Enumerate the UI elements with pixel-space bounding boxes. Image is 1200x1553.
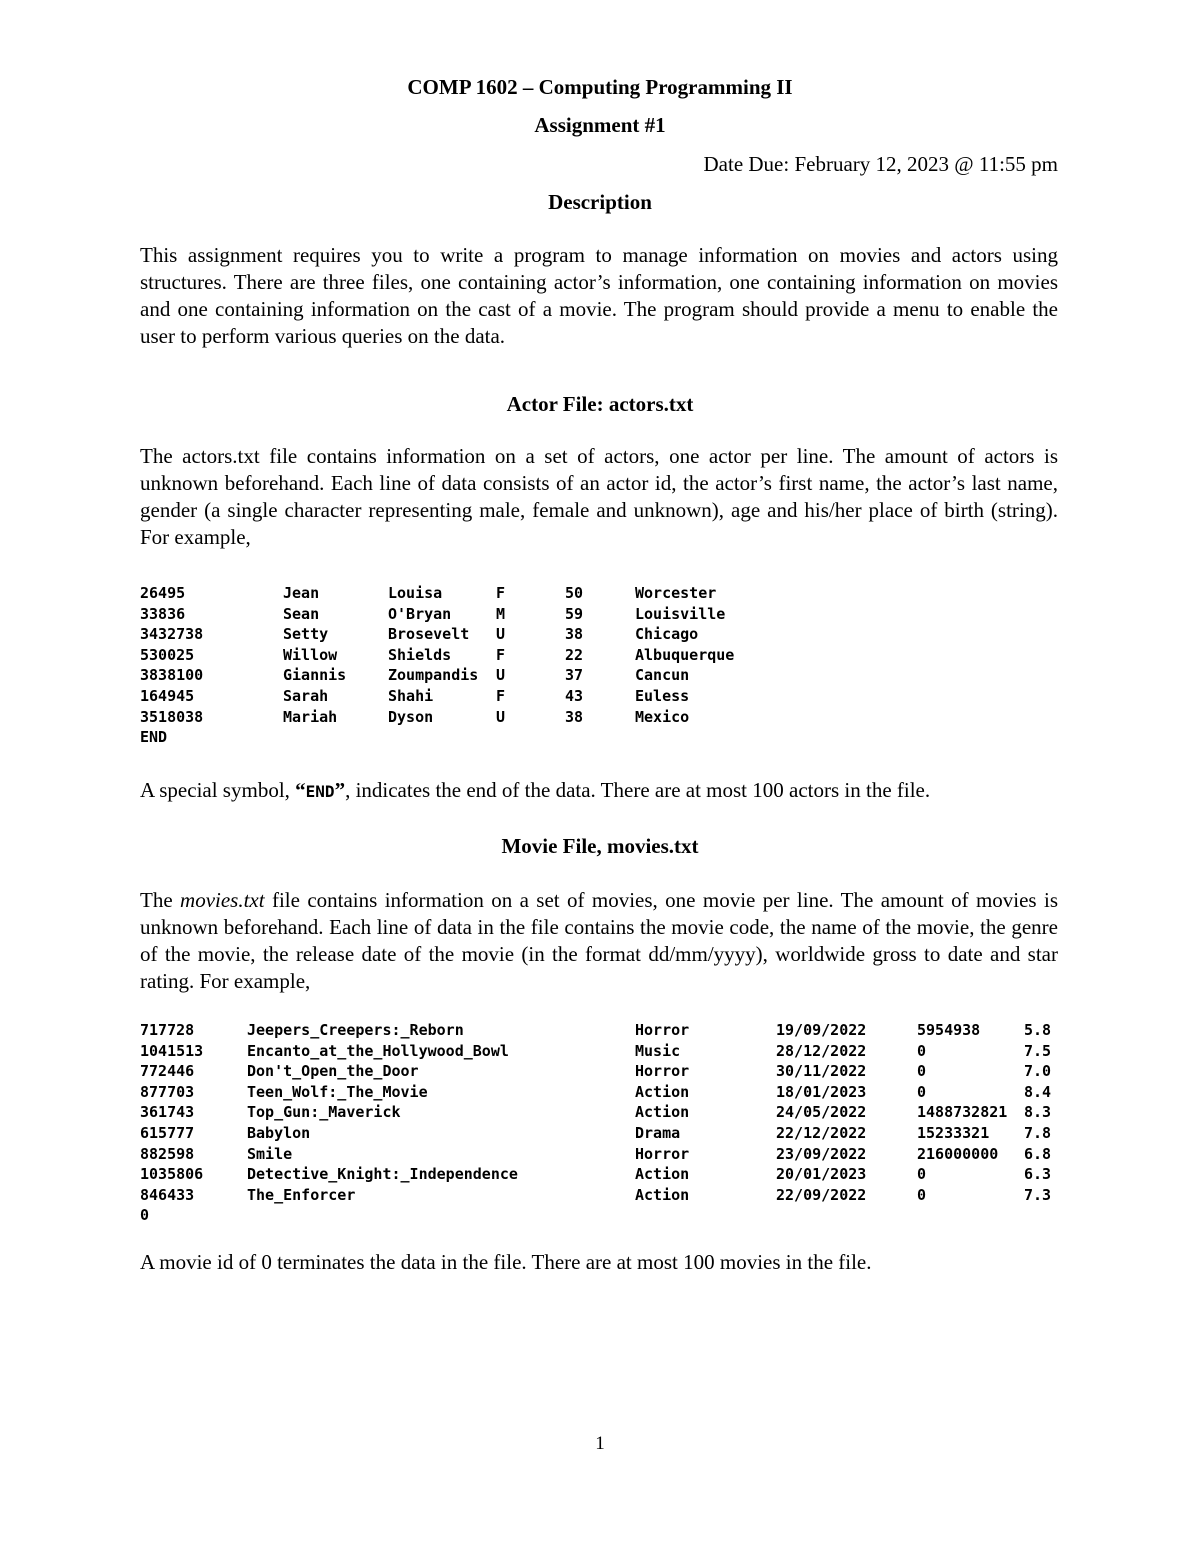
movie-release-date: 20/01/2023 bbox=[776, 1165, 867, 1184]
movie-code: 717728 bbox=[140, 1021, 195, 1039]
movie-release-date: 30/11/2022 bbox=[776, 1062, 867, 1081]
actor-first-name: Jean bbox=[283, 584, 320, 602]
actor-file-heading: Actor File: actors.txt bbox=[506, 392, 694, 416]
movie-genre: Action bbox=[635, 1165, 690, 1184]
actor-gender: M bbox=[496, 604, 506, 623]
movie-rating: 6.3 bbox=[1024, 1165, 1052, 1184]
movie-code: 1041513 bbox=[140, 1041, 204, 1060]
note-prefix: A special symbol, bbox=[140, 778, 296, 802]
movie-genre: Horror bbox=[635, 1062, 690, 1081]
movie-rating: 5.8 bbox=[1024, 1021, 1052, 1039]
actor-first-name: Mariah bbox=[283, 707, 338, 726]
actor-age: 50 bbox=[565, 584, 584, 602]
movie-name: Jeepers_Creepers:_Reborn bbox=[247, 1021, 464, 1039]
actor-age: 59 bbox=[565, 604, 584, 623]
movie-gross: 15233321 bbox=[917, 1123, 990, 1142]
actor-id: 26495 bbox=[140, 584, 186, 602]
actor-birthplace: Euless bbox=[635, 686, 690, 705]
actor-birthplace: Worcester bbox=[635, 584, 717, 602]
actor-first-name: Sean bbox=[283, 604, 320, 623]
note-suffix: , indicates the end of the data. There are at most 100 actors in the file. bbox=[345, 778, 931, 802]
note-open-quote: “ bbox=[295, 778, 306, 802]
movie-genre: Action bbox=[635, 1082, 690, 1101]
movie-rating: 8.4 bbox=[1024, 1082, 1052, 1101]
movie-gross: 0 bbox=[917, 1041, 927, 1060]
movie-file-intro bbox=[140, 887, 1058, 995]
movie-genre: Drama bbox=[635, 1123, 681, 1142]
actor-terminator: END bbox=[140, 728, 168, 747]
actor-gender: F bbox=[496, 584, 506, 602]
movie-gross: 216000000 bbox=[917, 1144, 999, 1163]
movie-genre: Action bbox=[635, 1185, 690, 1204]
movies-filename: movies.txt bbox=[180, 888, 265, 912]
course-title: COMP 1602 – Computing Programming II bbox=[407, 75, 793, 99]
movie-name: Babylon bbox=[247, 1123, 311, 1142]
actor-id: 3432738 bbox=[140, 625, 204, 644]
page-number: 1 bbox=[595, 1433, 605, 1454]
actor-age: 38 bbox=[565, 707, 584, 726]
movie-gross: 0 bbox=[917, 1062, 927, 1081]
description-heading: Description bbox=[548, 190, 652, 214]
actor-first-name: Giannis bbox=[283, 666, 347, 685]
actor-id: 164945 bbox=[140, 686, 195, 705]
intro-suffix: file contains information on a set of movies, one movie per line. The amount of movies is unknown beforehand. Each line of data in the file contains the movie code, the name of the movie, the genre of the movie, the release date of the movie (in the format dd/mm/yyyy), worldwide gross to date and star rating. For example, bbox=[140, 888, 1058, 993]
movie-gross: 5954938 bbox=[917, 1021, 981, 1039]
due-date: Date Due: February 12, 2023 @ 11:55 pm bbox=[703, 152, 1058, 176]
movie-code: 772446 bbox=[140, 1062, 195, 1081]
assignment-title: Assignment #1 bbox=[534, 113, 666, 137]
movie-terminator: 0 bbox=[140, 1206, 150, 1225]
movie-name: Teen_Wolf:_The_Movie bbox=[247, 1082, 428, 1101]
movie-genre: Horror bbox=[635, 1144, 690, 1163]
actor-age: 43 bbox=[565, 686, 584, 705]
end-symbol: END bbox=[305, 782, 335, 801]
actor-file-note bbox=[140, 777, 1058, 805]
movie-name: Don't_Open_the_Door bbox=[247, 1062, 419, 1081]
movie-code: 615777 bbox=[140, 1123, 195, 1142]
movie-release-date: 22/09/2022 bbox=[776, 1185, 867, 1204]
actor-first-name: Setty bbox=[283, 625, 329, 644]
movie-release-date: 19/09/2022 bbox=[776, 1021, 867, 1039]
actor-last-name: Louisa bbox=[388, 584, 443, 602]
actor-last-name: Shields bbox=[388, 645, 452, 664]
movie-name: Smile bbox=[247, 1144, 293, 1163]
actor-birthplace: Chicago bbox=[635, 625, 699, 644]
movie-release-date: 18/01/2023 bbox=[776, 1082, 867, 1101]
movie-gross: 0 bbox=[917, 1185, 927, 1204]
actor-age: 22 bbox=[565, 645, 584, 664]
movie-rating: 7.0 bbox=[1024, 1062, 1052, 1081]
actor-age: 38 bbox=[565, 625, 584, 644]
actor-birthplace: Louisville bbox=[635, 604, 726, 623]
movie-release-date: 28/12/2022 bbox=[776, 1041, 867, 1060]
actor-last-name: Dyson bbox=[388, 707, 434, 726]
movie-genre: Horror bbox=[635, 1021, 690, 1039]
actor-gender: U bbox=[496, 666, 506, 685]
actor-gender: U bbox=[496, 625, 506, 644]
movie-code: 882598 bbox=[140, 1144, 195, 1163]
movie-rating: 8.3 bbox=[1024, 1103, 1052, 1122]
actor-id: 33836 bbox=[140, 604, 186, 623]
movie-file-heading: Movie File, movies.txt bbox=[501, 834, 699, 858]
actor-file-intro: The actors.txt file contains information on a set of actors, one actor per line. The amount of actors is unknown beforehand. Each line of data consists of an actor id, the actor’s first name, the actor’s last name, gender (a single character representing male, female and unknown), age and his/her place of birth (string). For example, bbox=[140, 444, 1058, 549]
actor-birthplace: Albuquerque bbox=[635, 645, 735, 664]
movie-file-note: A movie id of 0 terminates the data in the file. There are at most 100 movies in the file. bbox=[140, 1250, 872, 1274]
note-close-quote: ” bbox=[334, 778, 346, 802]
actor-first-name: Willow bbox=[283, 645, 338, 664]
movie-code: 877703 bbox=[140, 1082, 195, 1101]
movie-rating: 7.5 bbox=[1024, 1041, 1052, 1060]
actor-last-name: O'Bryan bbox=[388, 604, 452, 623]
actor-gender: F bbox=[496, 645, 506, 664]
movie-genre: Music bbox=[635, 1041, 681, 1060]
actor-birthplace: Cancun bbox=[635, 666, 690, 685]
movie-name: Encanto_at_the_Hollywood_Bowl bbox=[247, 1041, 509, 1060]
description-paragraph: This assignment requires you to write a program to manage information on movies and actors using structures. There are three files, one containing actor’s information, one containing information on movies and one containing information on the cast of a movie. The program should provide a menu to enable the user to perform various queries on the data. bbox=[140, 243, 1058, 348]
movie-release-date: 23/09/2022 bbox=[776, 1144, 867, 1163]
actor-id: 3518038 bbox=[140, 707, 204, 726]
actor-age: 37 bbox=[565, 666, 584, 685]
movie-gross: 1488732821 bbox=[917, 1103, 1008, 1122]
actor-last-name: Shahi bbox=[388, 686, 434, 705]
actor-gender: F bbox=[496, 686, 506, 705]
actor-birthplace: Mexico bbox=[635, 707, 690, 726]
movie-release-date: 22/12/2022 bbox=[776, 1123, 867, 1142]
actor-gender: U bbox=[496, 707, 506, 726]
movie-name: Top_Gun:_Maverick bbox=[247, 1103, 401, 1122]
movie-release-date: 24/05/2022 bbox=[776, 1103, 867, 1122]
movie-code: 846433 bbox=[140, 1185, 195, 1204]
actor-id: 3838100 bbox=[140, 666, 204, 685]
movie-code: 1035806 bbox=[140, 1165, 204, 1184]
movie-genre: Action bbox=[635, 1103, 690, 1122]
movie-name: The_Enforcer bbox=[247, 1185, 356, 1204]
movie-rating: 6.8 bbox=[1024, 1144, 1052, 1163]
movie-name: Detective_Knight:_Independence bbox=[247, 1165, 518, 1184]
actor-last-name: Brosevelt bbox=[388, 625, 470, 644]
actor-last-name: Zoumpandis bbox=[388, 666, 479, 685]
actor-id: 530025 bbox=[140, 645, 195, 664]
actor-first-name: Sarah bbox=[283, 686, 329, 705]
movie-code: 361743 bbox=[140, 1103, 195, 1122]
movie-gross: 0 bbox=[917, 1165, 927, 1184]
intro-prefix: The bbox=[140, 888, 181, 912]
movie-gross: 0 bbox=[917, 1082, 927, 1101]
movie-rating: 7.8 bbox=[1024, 1123, 1052, 1142]
movie-rating: 7.3 bbox=[1024, 1185, 1052, 1204]
